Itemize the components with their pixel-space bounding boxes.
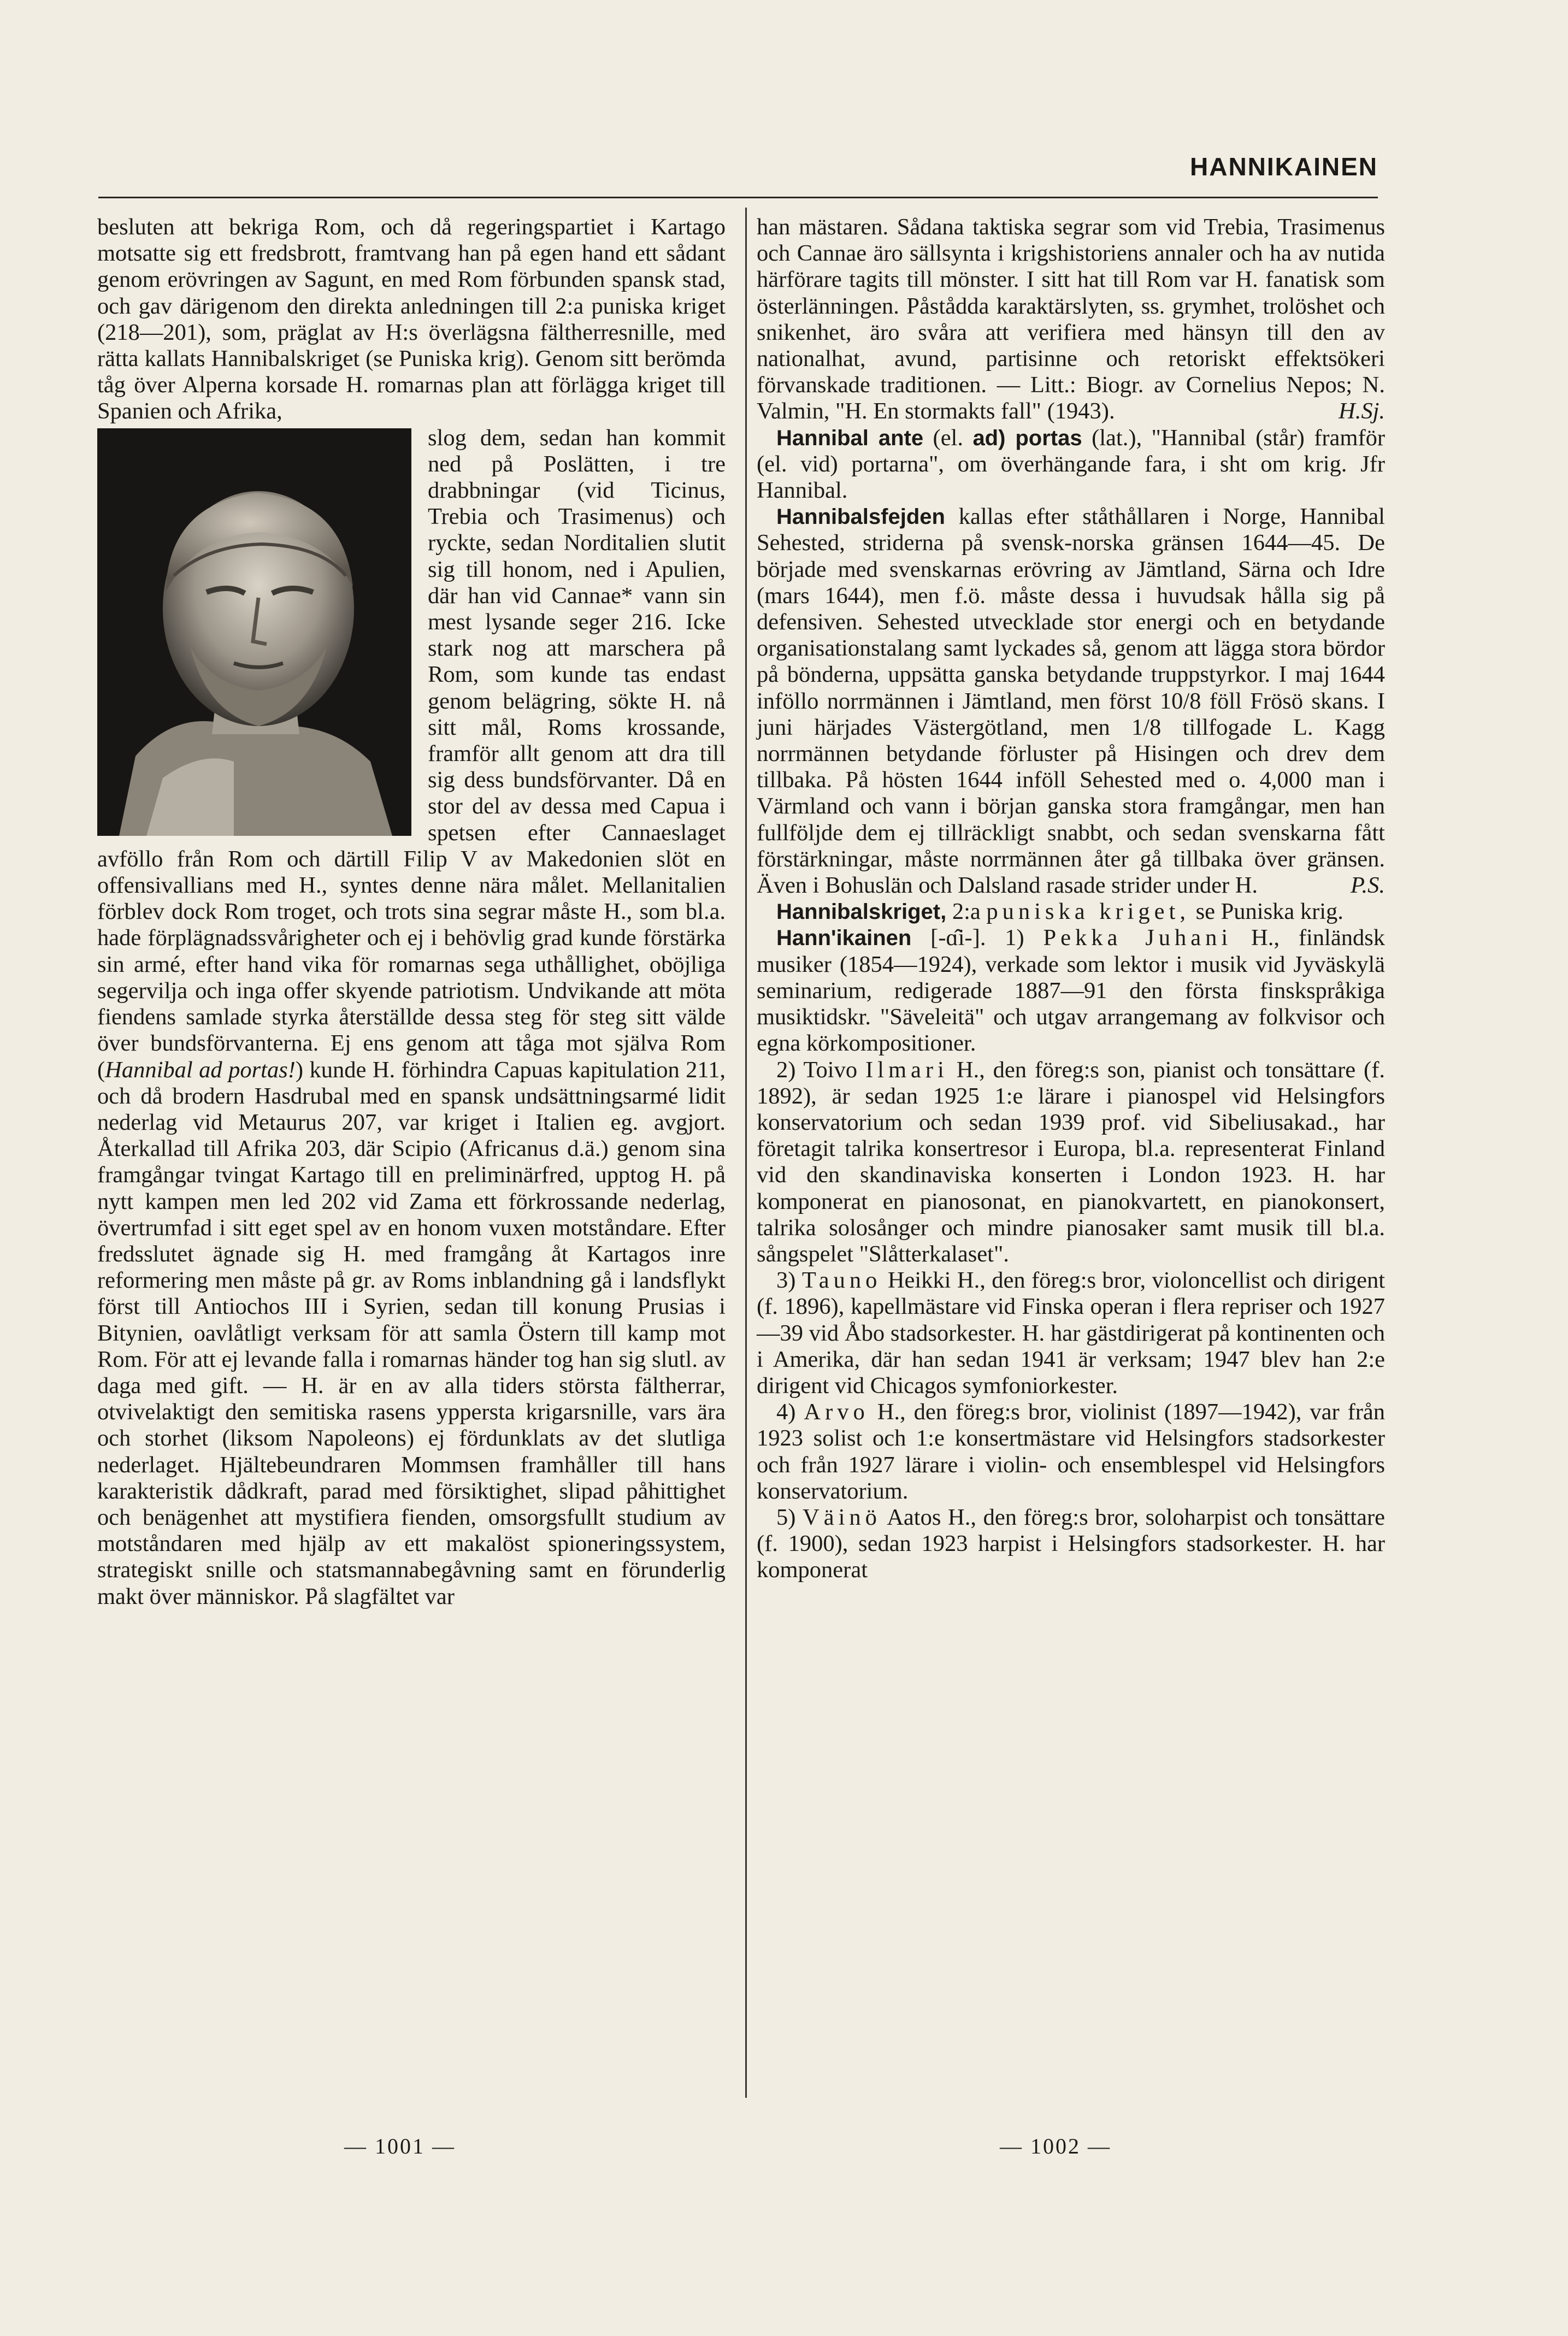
left-paragraph-2-text: slog dem, sedan han kommit ned på Poslätten, i tre drabbningar (vid Ticinus, Trebia och Trasimenus) och ryckte, sedan Norditalien slutit sig till honom, ned i Apulien, där han vid Cannae* vann sin mest lysande seger 216. Icke stark nog att marschera på Rom, som kunde tas endast genom belägring, sökte H. nå sitt mål, Roms krossande, framför allt genom att dra till sig dess bundsförvanter. Då en stor del av dessa med Capua i spetsen efter Cannaeslaget avföllo från Rom och därtill Filip V av Makedonien slöt en offensivallians med H., syntes denne nära målet. Mellanitalien förblev dock Rom troget, och trots sina segrar måste H., som bl.a. hade förplägnadssvårigheter och ej i behövlig grad kunde förstärka sin armé, efter hand vika för romarnas sega uthållighet, oböjliga segervilja och inga offer skyende patriotism. Undvikande att möta fiendens samlade styrka återställde dessa steg för steg sitt välde över bundsförvanterna. Ej ens genom att tåga mot själva Rom ( <box>97 424 726 1083</box>
entry-body: kallas efter ståthållaren i Norge, Hannibal Sehested, striderna på svensk-norska gränsen 1644—45. De började med svenskarnas erövring av Jämtland, Särna och Idre (mars 1644), men f.ö. måste dessa i huvudsak hålla sig på defensiven. Sehested utvecklade stor energi och en betydande organisationstalang samt lyckades så, genom att lägga stora bördor på bönderna, uppsätta ganska betydande truppstyrkor. I maj 1644 inföllo norrmännen i Jämtland, men först 10/8 föll Frösö skans. I juni härjades Västergötland, men 1/8 tillfogade L. Kagg norrmännen betydande förluster på Hisingen och drev dem tillbaka. På hösten 1644 inföll Sehested med o. 4,000 man i Värmland och vann i början ganska stora framgångar, men han fullföljde dem ej tillräckligt snabbt, och sedan svenskarna fått förstärkningar, måste norrmännen åter gå tillbaka över gränsen. Även i Bohuslän och Dalsland rasade strider under H. <box>757 504 1385 899</box>
column-divider <box>745 208 747 2098</box>
headword: Hannibalsfejden <box>776 505 945 529</box>
headword-note: (el. <box>923 424 973 451</box>
sub-entry-number: 5) <box>776 1504 803 1530</box>
person-name: Ilmari <box>865 1057 948 1083</box>
right-column <box>757 214 1385 1584</box>
person-name: Arvo <box>804 1399 869 1425</box>
sub-entry-body: H., den föreg:s son, pianist och tonsättare (f. 1892), är sedan 1925 1:e lärare i pianospel vid Helsingfors konservatorium och sedan 1939 prof. vid Sibeliusakad., har företagit talrika konsertresor i Europa, bl.a. representerat Finland vid den skandinaviska konserten i London 1923. H. har komponerat en pianosonat, en pianokvartett, en pianokonsert, talrika solosånger och mindre pianosaker samt musik till bl.a. sångspelet "Slåtterkalaset". <box>757 1057 1385 1267</box>
sub-entry-toivo <box>757 1057 1385 1268</box>
sub-entry-body: Aatos H., den föreg:s bror, soloharpist och tonsättare (f. 1900), sedan 1923 harpist i Helsingfors stadsorkester. H. har komponerat <box>757 1504 1385 1583</box>
person-name: Tauno <box>801 1267 882 1294</box>
entry-hannibalsfejden <box>757 504 1385 899</box>
left-paragraph-3-text: ) kunde H. förhindra Capuas kapitulation 211, och då brodern Hasdrubal med en spansk undsättningsarmé lidit nederlag vid Metaurus 207, var kriget i Italien eg. avgjort. Återkallad till Afrika 203, där Scipio (Africanus d.ä.) genom sina framgångar tvingat Kartago till en preliminärfred, upptog H. på nytt kampen men led 202 vid Zama ett förkrossande nederlag, övertrumfad i sitt eget spel av en honom vuxen motståndare. Efter fredsslutet ägnade sig H. med framgång åt Kartagos inre reformering men måste på gr. av Roms inblandning gå i landsflykt först till Antiochos III i Syrien, sedan till konung Prusias i Bitynien, oavlåtligt verksam för att samla Östern till kamp mot Rom. För att ej levande falla i romarnas händer tog han sig slutl. av daga med gift. — H. är en av alla tiders största fältherrar, otvivelaktigt den semitiska rasens yppersta krigarsnille, vars ära och storhet (liksom Napoleons) ej fördunklats av det slutliga nederlaget. Hjältebeundraren Mommsen framhåller till hans karakteristik dådkraft, parad med försiktighet, slipad påhittighet och benägenhet att mystifiera fienden, omsorgsfullt studium av motståndaren med hjälp av ett makalöst spioneringssystem, strategiskt snille och statsmannabegåvning samt en förunderlig makt över människor. På slagfältet var <box>97 1057 726 1609</box>
right-paragraph-1 <box>757 214 1385 425</box>
pronunciation: [-ɑ̂i-]. <box>911 925 1005 951</box>
sub-entry-number: 1) <box>1005 925 1044 951</box>
entry-hannibalskriget <box>757 899 1385 925</box>
headword: Hannibalskriget, <box>776 900 947 924</box>
entry-body: (lat.), "Hannibal (står) framför (el. vid) portarna", om överhängande fara, i sht om krig. Jfr Hannibal. <box>757 424 1386 504</box>
headword-2: ad) portas <box>972 426 1082 450</box>
headword: Hann'ikainen <box>776 926 912 951</box>
sub-entry-number: 2) Toivo <box>776 1057 866 1083</box>
entry-hannikainen <box>757 925 1385 1057</box>
sub-entry-tauno <box>757 1267 1385 1399</box>
bust-illustration <box>97 428 411 836</box>
left-column <box>97 214 726 1610</box>
header-rule <box>98 197 1378 198</box>
sub-entry-body: H., den föreg:s bror, violinist (1897—1942), var från 1923 solist och 1:e konsertmästare vid Helsingfors stadsorkester och från 1927 lärare i violin- och ensemblespel vid Helsingfors konservatorium. <box>757 1399 1385 1504</box>
person-name: Väinö <box>803 1504 881 1530</box>
sub-entry-number: 4) <box>776 1399 804 1425</box>
left-paragraph-1: besluten att bekriga Rom, och då regeringspartiet i Kartago motsatte sig ett fredsbrott, framtvang han på egen hand ett sådant genom erövringen av Sagunt, en med Rom förbunden spansk stad, och gav därigenom den direkta anledningen till 2:a puniska kriget (218—201), som, präglat av H:s överlägsna fältherresnille, med rätta kallats Hannibalskriget (se Puniska krig). Genom sitt berömda tåg över Alperna korsade H. romarnas plan att förlägga kriget till Spanien och Afrika, <box>97 214 726 424</box>
signature-hsj: H.Sj. <box>1339 398 1385 424</box>
entry-hannibal-ante-portas <box>757 425 1385 504</box>
running-head: HANNIKAINEN <box>1190 152 1378 181</box>
sub-entry-vaino <box>757 1505 1385 1584</box>
headword: Hannibal ante <box>776 426 924 450</box>
page-number-right: — 1002 — <box>1000 2134 1111 2158</box>
sub-entry-body: Heikki H., den föreg:s bror, violoncellist och dirigent (f. 1896), kapellmästare vid Finska operan i flera repriser och 1927—39 vid Åbo stadsorkester. H. har gästdirigerat på kontinenten och i Amerika, där han sedan 1941 är verksam; 1947 blev han 2:e dirigent vid Chicagos symfoniorkester. <box>757 1267 1386 1399</box>
hannibal-entry-continuation: han mästaren. Sådana taktiska segrar som vid Trebia, Trasimenus och Cannae äro sällsynta i krigshistoriens annaler och ha av nutida härförare tagits till mönster. I sitt hat till Rom var H. fanatisk som österlänningen. Påstådda karaktärslyten, ss. grymhet, trolöshet och snikenhet, äro svåra att verifiera med hänsyn till den av nationalhat, avund, partisinne och retoriskt effektsökeri förvanskade traditionen. — Litt.: Biogr. av Cornelius Nepos; N. Valmin, "H. En stormakts fall" (1943). <box>757 214 1385 424</box>
hannibal-bust-photo <box>97 428 411 836</box>
page-number-left: — 1001 — <box>344 2134 456 2158</box>
entry-prefix: 2:a <box>946 899 987 925</box>
spaced-text: puniska kriget, <box>986 899 1190 925</box>
person-name: Pekka Juhani <box>1043 925 1233 951</box>
entry-body: se Puniska krig. <box>1189 899 1343 925</box>
sub-entry-number: 3) <box>776 1267 802 1294</box>
hannibal-ad-portas-italic: Hannibal ad portas! <box>105 1057 296 1083</box>
sub-entry-body: H., finländsk musiker (1854—1924), verkade som lektor i musik vid Jyväskylä seminarium, redigerade 1887—91 den första finskspråkiga musiktidskr. "Säveleitä" och utgav arrangemang av folkvisor och egna körkompositioner. <box>757 925 1386 1057</box>
sub-entry-arvo <box>757 1399 1385 1505</box>
signature-ps: P.S. <box>1351 872 1385 899</box>
